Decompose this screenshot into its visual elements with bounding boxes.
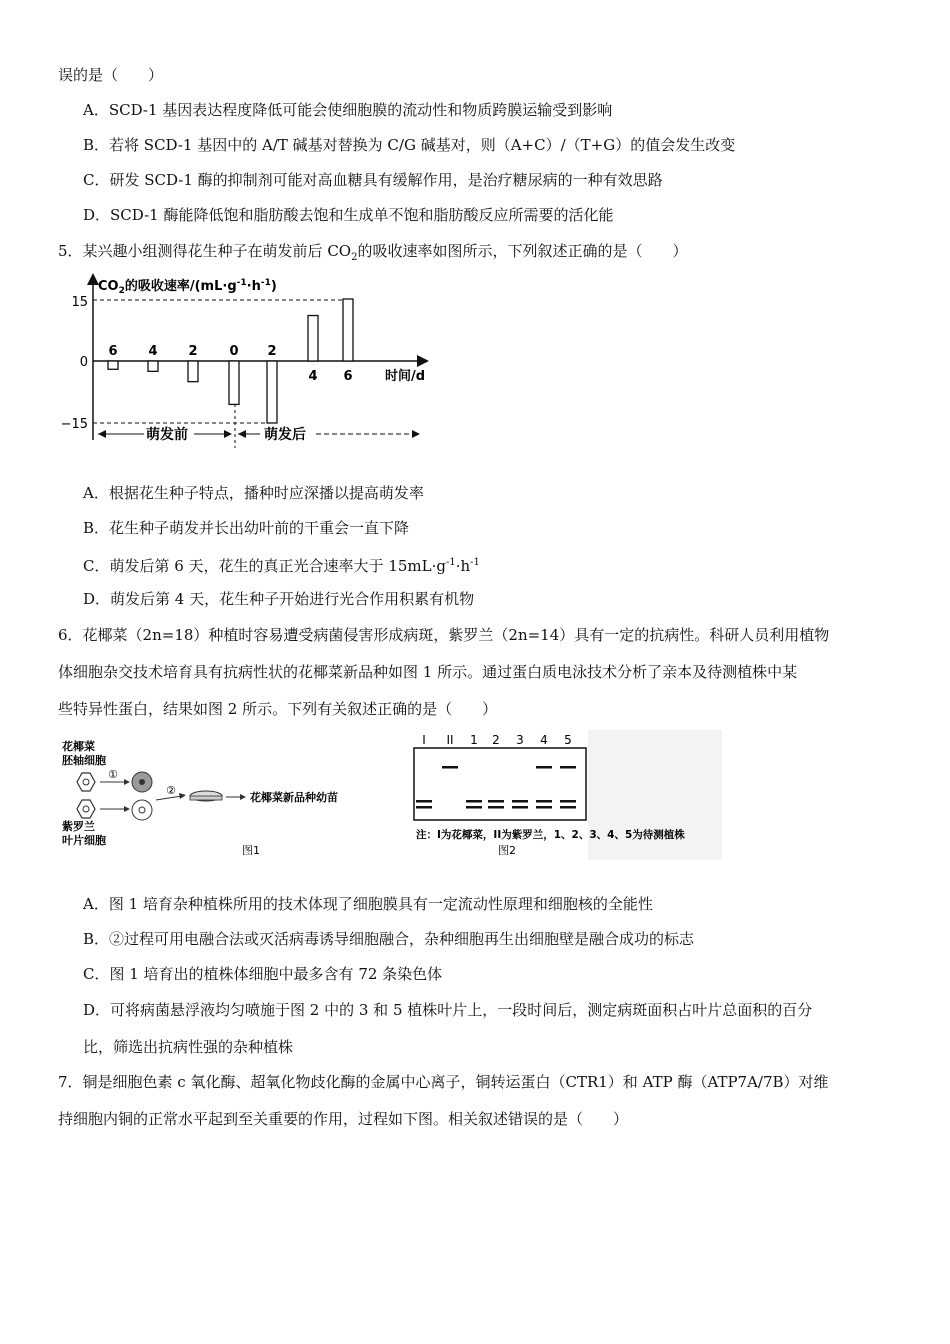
chart-after-label: 萌发后 — [264, 427, 306, 443]
fig1-label-bot1: 紫罗兰 — [62, 820, 95, 833]
chart-bar-0 — [108, 361, 118, 369]
fig2-band-13 — [536, 766, 552, 769]
fig2-band-3 — [466, 800, 482, 803]
chart-category-label-4: 2 — [267, 344, 277, 359]
q7-stem-line-1: 7．铜是细胞色素 c 氧化酶、超氧化物歧化酶的金属中心离子，铜转运蛋白（CTR1）和 ATP 酶（ATP7A/7B）对维 — [58, 1073, 829, 1091]
chart-before-label: 萌发前 — [146, 427, 188, 443]
fig2-bands — [416, 766, 576, 809]
chart-bar-6 — [343, 299, 353, 361]
fig2-band-5 — [488, 800, 504, 803]
q5-option-a[interactable]: A．根据花生种子特点，播种时应深播以提高萌发率 — [83, 484, 424, 502]
chart-ylabel: $CO_2$的吸收速率$/(mL\cdot g^{-1}\cdot h^{-1})$ — [98, 278, 277, 296]
q5-option-b[interactable]: B．花生种子萌发并长出幼叶前的干重会一直下降 — [83, 519, 410, 537]
chart-bar-5 — [308, 316, 318, 361]
fig1-label-bot2: 叶片细胞 — [62, 834, 106, 847]
chart-category-label-0: 6 — [108, 344, 118, 359]
chart-bar-2 — [188, 361, 198, 382]
q5-stem-sub: 2 — [351, 252, 358, 263]
q6-option-d-line-2: 比，筛选出抗病性强的杂种植株 — [83, 1038, 294, 1056]
q5-stem-a: 5．某兴趣小组测得花生种子在萌发前后 CO — [58, 242, 352, 260]
fig1-step-1: ① — [108, 768, 118, 781]
fig2-band-8 — [512, 806, 528, 809]
fig1-nucleus-bottom — [83, 806, 89, 812]
fig2-gel-frame — [414, 748, 586, 820]
q6-option-d-line-1[interactable]: D．可将病菌悬浮液均匀喷施于图 2 中的 3 和 5 植株叶片上，一段时间后，测定病斑面积占叶片总面积的百分 — [83, 1001, 813, 1019]
fig1-label-top1: 花椰菜 — [62, 740, 95, 753]
fig2-lane-label-6: 5 — [564, 733, 572, 747]
q5-option-c-a: C．萌发后第 6 天，花生的真正光合速率大于 15mL·g — [83, 557, 446, 575]
figure-2-electrophoresis — [410, 730, 722, 860]
fig1-label-top2: 胚轴细胞 — [62, 754, 106, 767]
fig2-band-10 — [536, 806, 552, 809]
fig1-hexagon-cell-bottom — [77, 800, 95, 818]
fig1-result: 花椰菜新品种幼苗 — [250, 791, 338, 804]
fig2-lane-label-5: 4 — [540, 733, 548, 747]
chart-category-label-3: 0 — [229, 344, 239, 359]
q5-option-c-mid: ·h — [455, 557, 471, 575]
fig1-protoplast-top-nucleus — [139, 779, 145, 785]
fig2-caption: 图2 — [498, 844, 516, 857]
fig1-arrow-3-head — [240, 794, 246, 800]
q4-option-a[interactable]: A．SCD-1 基因表达程度降低可能会使细胞膜的流动性和物质跨膜运输受到影响 — [83, 101, 613, 119]
chart-ytick-neg15: −15 — [60, 417, 88, 432]
fig1-arrow-bottom-head — [124, 806, 130, 812]
fig1-nucleus-top — [83, 779, 89, 785]
fig2-band-11 — [560, 800, 576, 803]
fig2-lane-label-1: II — [446, 733, 454, 747]
chart-category-label-2: 2 — [188, 344, 198, 359]
q6-option-b[interactable]: B．②过程可用电融合法或灭活病毒诱导细胞融合，杂种细胞再生出细胞壁是融合成功的标志 — [83, 930, 695, 948]
fig2-band-0 — [416, 800, 432, 803]
q5-option-d[interactable]: D．萌发后第 4 天，花生种子开始进行光合作用积累有机物 — [83, 590, 475, 608]
chart-ytick-0: 0 — [79, 355, 88, 370]
fig2-lane-label-2: 1 — [470, 733, 478, 747]
fig2-note: 注：I为花椰菜，II为紫罗兰，1、2、3、4、5为待测植株 — [416, 829, 685, 841]
fig2-lane-label-4: 3 — [516, 733, 524, 747]
fig1-caption: 图1 — [242, 844, 260, 857]
q6-stem-line-3: 些特异性蛋白，结果如图 2 所示。下列有关叙述正确的是（ ） — [58, 700, 498, 718]
q4-option-b[interactable]: B．若将 SCD-1 基因中的 A/T 碱基对替换为 C/G 碱基对，则（A+C）/（T+G）的值会发生改变 — [83, 136, 736, 154]
fig1-protoplast-bottom — [132, 800, 152, 820]
fig1-step-2: ② — [166, 784, 176, 797]
fig1-arrow-2-head — [179, 793, 186, 799]
fig2-lane-label-3: 2 — [492, 733, 500, 747]
fig2-lanes — [422, 733, 572, 747]
fig2-band-12 — [560, 806, 576, 809]
q6-option-c[interactable]: C．图 1 培育出的植株体细胞中最多含有 72 条染色体 — [83, 965, 443, 983]
fig2-lane-label-0: I — [422, 733, 426, 747]
chart-ytick-15: 15 — [71, 295, 88, 310]
chart-xlabel: 时间/d — [385, 369, 426, 384]
q6-option-a[interactable]: A．图 1 培育杂种植株所用的技术体现了细胞膜具有一定流动性原理和细胞核的全能性 — [83, 895, 653, 913]
q4-stem-tail: 误的是（ ） — [58, 66, 164, 84]
chart-bar-3 — [229, 361, 239, 404]
q6-stem-line-1: 6．花椰菜（2n=18）种植时容易遭受病菌侵害形成病斑，紫罗兰（2n=14）具有一定的抗病性。科研人员利用植物 — [58, 626, 830, 644]
chart-before-arrow-right-head — [224, 430, 232, 438]
fig1-culture-dish-base — [190, 796, 222, 800]
co2-absorption-chart — [58, 268, 438, 458]
fig2-band-4 — [466, 806, 482, 809]
chart-after-arrow-head — [412, 430, 420, 438]
q5-option-c-sup1: -1 — [445, 557, 456, 568]
chart-bar-1 — [148, 361, 158, 371]
chart-category-label-1: 4 — [148, 344, 158, 359]
fig2-band-9 — [536, 800, 552, 803]
q5-option-c[interactable] — [83, 552, 480, 577]
fig2-band-14 — [560, 766, 576, 769]
q4-option-d[interactable]: D．SCD-1 酶能降低饱和脂肪酸去饱和生成单不饱和脂肪酸反应所需要的活化能 — [83, 206, 614, 224]
fig1-hexagon-cell-top — [77, 773, 95, 791]
fig1-arrow-1-head — [124, 779, 130, 785]
q4-option-c[interactable]: C．研发 SCD-1 酶的抑制剂可能对高血糖具有缓解作用，是治疗糖尿病的一种有效思路 — [83, 171, 663, 189]
fig2-band-2 — [442, 766, 458, 769]
q5-stem-b: 的吸收速率如图所示，下列叙述正确的是（ ） — [357, 242, 688, 260]
chart-before-arrow-left-head — [98, 430, 106, 438]
chart-category-label-5: 4 — [308, 369, 318, 384]
q5-option-c-sup2: -1 — [470, 557, 480, 568]
chart-bar-4 — [267, 361, 277, 423]
chart-after-arrow-left-head — [238, 430, 246, 438]
fig2-band-6 — [488, 806, 504, 809]
chart-category-label-6: 6 — [343, 369, 353, 384]
q5-stem — [58, 240, 687, 269]
figure-1-hybridization — [62, 738, 362, 858]
q7-stem-line-2: 持细胞内铜的正常水平起到至关重要的作用，过程如下图。相关叙述错误的是（ ） — [58, 1110, 629, 1128]
fig2-band-7 — [512, 800, 528, 803]
q6-stem-line-2: 体细胞杂交技术培育具有抗病性状的花椰菜新品种如图 1 所示。通过蛋白质电泳技术分析了亲本及待测植株中某 — [58, 663, 798, 681]
fig2-band-1 — [416, 806, 432, 809]
